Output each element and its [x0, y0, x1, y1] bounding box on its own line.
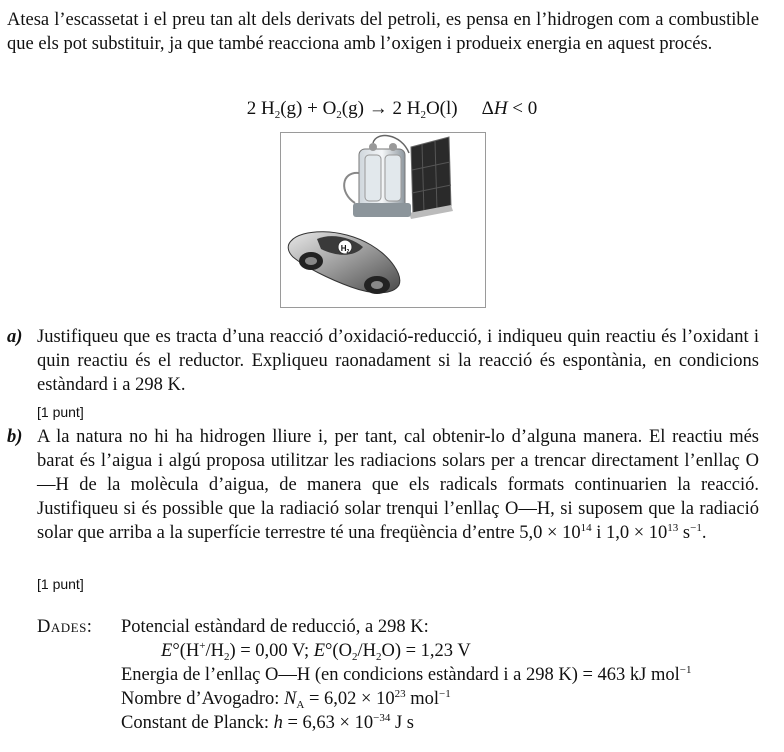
hydrogen-car-figure: [280, 132, 486, 308]
dades-line-planck: Constant de Planck: $h = 6,63 \times 10^{-34}$ J s: [121, 712, 414, 733]
question-b-letter: b): [7, 427, 23, 447]
dades-line-avogadro: Nombre d’Avogadro: $N_A = 6,02 \times 10^{23}$ mol$^{-1}$: [121, 688, 451, 711]
question-a-points: [1 punt]: [37, 404, 84, 420]
question-b: [7, 425, 759, 545]
question-b-text: A la natura no hi ha hidrogen lliure i, per tant, cal obtenir-lo d’alguna manera. El reactiu més barat és l’aigua i algú proposa utilitzar les radiacions solars per a trencar directament l’enllaç O—H de la molècula d’aigua, de manera que els radicals formats continuarien la reacció. Justifiqueu si és possible que la radiació solar trenqui l’enllaç O—H, si suposem que la radiació solar que arriba a la superfície terrestre té una freqüència d’entre $5,0 \times 10^{14}$ i $1,0 \times 10^{13}$ $s^{-1}$.: [37, 427, 759, 543]
question-a-letter: a): [7, 327, 23, 347]
question-b-points: [1 punt]: [37, 576, 84, 592]
reaction-equation: 2 $H_2(g) + O_2(g) \to 2$ $H_2O(l) \Delta H < 0$: [246, 98, 538, 121]
intro-paragraph: Atesa l’escassetat i el preu tan alt dels derivats del petroli, es pensa en l’hidrogen com a combustible que els pot substituir, ja que també reacciona amb l’oxigen i produeix energia en aquest procés.: [7, 10, 759, 54]
question-a: [7, 325, 759, 397]
electrolyzer-icon: [344, 136, 411, 217]
dades-line-potentials: $E^\circ(H^+/H_2) = 0,00$ V; $E^\circ(O_2/H_2O) = 1,23$ V: [161, 640, 471, 663]
fuel-cell-car-illustration: [281, 133, 485, 307]
car-icon: [288, 232, 400, 294]
car-badge: $H_2$: [340, 244, 350, 255]
question-a-text: Justifiqueu que es tracta d’una reacció d’oxidació-reducció, i indiqueu quin reactiu és l’oxidant i quin reactiu és el reductor. Expliqueu raonadament si la reacció és espontània, en condicions estàndard i a 298 K.: [37, 327, 759, 395]
dades-line-bond-energy: Energia de l’enllaç O—H (en condicions estàndard i a 298 K) = 463 kJ mol$^{-1}$: [121, 664, 692, 685]
dades-line-1: Potencial estàndard de reducció, a 298 K:: [121, 617, 429, 637]
dades-label: Dades:: [37, 617, 93, 637]
solar-panel-icon: [409, 137, 453, 219]
